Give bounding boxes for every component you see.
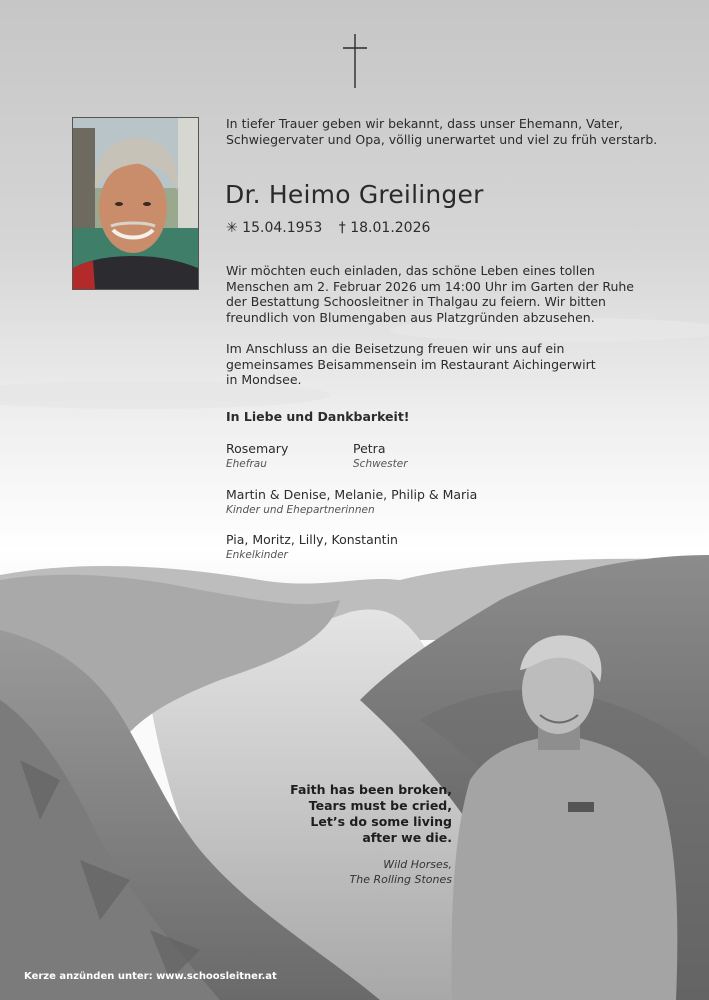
- invitation-line: Wir möchten euch einladen, das schöne Leben eines tollen: [226, 263, 595, 278]
- mourner-sister: [353, 441, 408, 471]
- quote-source-line: Wild Horses,: [383, 858, 452, 871]
- intro-text: [226, 116, 666, 147]
- closing-phrase: In Liebe und Dankbarkeit!: [226, 409, 410, 424]
- mourner-role: Enkelkinder: [226, 549, 288, 561]
- invitation-line: freundlich von Blumengaben aus Platzgründen abzusehen.: [226, 309, 595, 325]
- gathering-line: in Mondsee.: [226, 372, 302, 387]
- invitation-text: [226, 263, 656, 325]
- intro-line: Schwiegervater und Opa, völlig unerwartet und viel zu früh verstarb.: [226, 131, 658, 147]
- mourner-grandchildren: [226, 532, 398, 562]
- mourner-children: [226, 487, 477, 517]
- birth-date: ✳ 15.04.1953: [226, 220, 323, 236]
- mourner-name: Rosemary: [226, 441, 289, 456]
- quote-line: Tears must be cried,: [308, 798, 452, 813]
- mourner-spouse: [226, 441, 288, 471]
- footer-candle-link[interactable]: [24, 971, 277, 982]
- mourner-role: Kinder und Ehepartnerinnen: [226, 504, 375, 516]
- mourner-name: Pia, Moritz, Lilly, Konstantin: [226, 532, 398, 547]
- mourner-name: Martin & Denise, Melanie, Philip & Maria: [226, 487, 478, 502]
- invitation-line: Menschen am 2. Februar 2026 um 14:00 Uhr im Garten der Ruhe: [226, 278, 634, 294]
- mourner-role: Schwester: [353, 458, 408, 470]
- quote-line: after we die.: [362, 830, 452, 845]
- quote-source: [350, 857, 452, 887]
- gathering-line: gemeinsames Beisammensein im Restaurant Aichingerwirt: [226, 356, 596, 372]
- gathering-text: [226, 341, 656, 388]
- quote-line: Faith has been broken,: [290, 782, 452, 797]
- quote-source-line: The Rolling Stones: [349, 873, 452, 886]
- intro-line: In tiefer Trauer geben wir bekannt, dass unser Ehemann, Vater,: [226, 116, 623, 131]
- footer-url[interactable]: www.schoosleitner.at: [156, 971, 277, 982]
- portrait-photo: [72, 117, 199, 290]
- death-date: † 18.01.2026: [338, 220, 431, 236]
- mourner-name: Petra: [353, 441, 386, 456]
- quote-line: Let’s do some living: [310, 814, 452, 829]
- quote: [290, 782, 452, 846]
- footer-label: Kerze anzünden unter:: [24, 971, 157, 982]
- invitation-line: der Bestattung Schoosleitner in Thalgau zu feiern. Wir bitten: [226, 294, 606, 309]
- cross-icon: [343, 34, 367, 88]
- deceased-name: Dr. Heimo Greilinger: [225, 180, 484, 209]
- gathering-line: Im Anschluss an die Beisetzung freuen wir uns auf ein: [226, 341, 565, 356]
- portrait-image: [73, 118, 198, 289]
- life-dates: [226, 219, 442, 237]
- mourner-role: Ehefrau: [226, 458, 267, 470]
